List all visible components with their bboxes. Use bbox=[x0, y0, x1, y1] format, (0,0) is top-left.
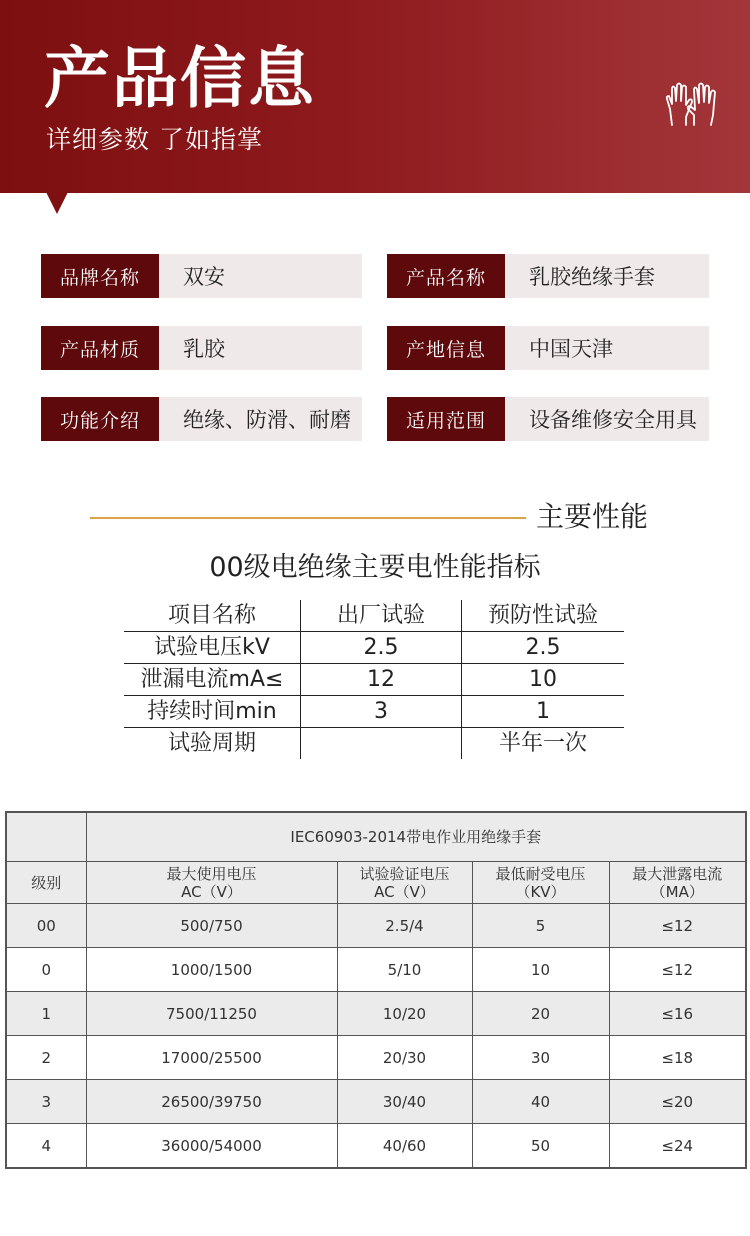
table-cell: 500/750 bbox=[86, 904, 337, 948]
header-banner bbox=[0, 0, 750, 193]
table-cell: 10 bbox=[462, 664, 625, 696]
table-cell: 4 bbox=[6, 1124, 86, 1169]
table-row bbox=[6, 992, 746, 1036]
header-line: 最大泄露电流 bbox=[632, 864, 723, 883]
table-cell: 30 bbox=[472, 1036, 609, 1080]
table-row bbox=[6, 1036, 746, 1080]
table-cell: 3 bbox=[301, 696, 462, 728]
info-value: 乳胶绝缘手套 bbox=[505, 254, 709, 298]
info-card-scope bbox=[387, 397, 709, 441]
info-label: 产品材质 bbox=[41, 326, 159, 370]
table-cell: 1000/1500 bbox=[86, 948, 337, 992]
table-row bbox=[124, 696, 624, 728]
table-header-cell: 出厂试验 bbox=[301, 600, 462, 632]
table-cell: 17000/25500 bbox=[86, 1036, 337, 1080]
table-cell: ≤12 bbox=[609, 904, 746, 948]
table-row bbox=[6, 904, 746, 948]
info-label: 产品名称 bbox=[387, 254, 505, 298]
table-cell: 40/60 bbox=[337, 1124, 472, 1169]
header-unit: （MA） bbox=[650, 882, 704, 901]
iec-table-title: IEC60903-2014带电作业用绝缘手套 bbox=[86, 812, 746, 862]
header-unit: AC（V） bbox=[181, 882, 242, 901]
table-row bbox=[6, 1080, 746, 1124]
table-cell: ≤18 bbox=[609, 1036, 746, 1080]
table-cell: 试验电压kV bbox=[124, 632, 301, 664]
info-card-product-name bbox=[387, 254, 709, 298]
info-label: 功能介绍 bbox=[41, 397, 159, 441]
table-cell: 2.5 bbox=[301, 632, 462, 664]
table-cell: 26500/39750 bbox=[86, 1080, 337, 1124]
col-header-max-voltage bbox=[86, 862, 337, 904]
table-cell: 20/30 bbox=[337, 1036, 472, 1080]
gloves-icon bbox=[664, 79, 720, 129]
header-line: 最大使用电压 bbox=[166, 864, 257, 883]
section-title: 主要性能 bbox=[536, 500, 649, 533]
col-header-level: 级别 bbox=[6, 862, 86, 904]
table-cell: 5 bbox=[472, 904, 609, 948]
table-cell: 10/20 bbox=[337, 992, 472, 1036]
table-cell: 40 bbox=[472, 1080, 609, 1124]
table-cell: 10 bbox=[472, 948, 609, 992]
table-cell: 试验周期 bbox=[124, 728, 301, 760]
table-row bbox=[6, 1124, 746, 1169]
table-cell: 30/40 bbox=[337, 1080, 472, 1124]
info-label: 适用范围 bbox=[387, 397, 505, 441]
info-value: 绝缘、防滑、耐磨 bbox=[159, 397, 362, 441]
page-title: 产品信息 bbox=[44, 40, 316, 117]
table-cell: 5/10 bbox=[337, 948, 472, 992]
header-unit: AC（V） bbox=[374, 882, 435, 901]
table-cell: 2.5/4 bbox=[337, 904, 472, 948]
header-line: 试验验证电压 bbox=[359, 864, 450, 883]
table-cell: 1 bbox=[462, 696, 625, 728]
table-title-row bbox=[6, 812, 746, 862]
info-card-function bbox=[41, 397, 362, 441]
info-value: 双安 bbox=[159, 254, 362, 298]
table-cell: 0 bbox=[6, 948, 86, 992]
table-row bbox=[6, 948, 746, 992]
table-header-row bbox=[6, 862, 746, 904]
header-line: 最低耐受电压 bbox=[495, 864, 586, 883]
col-header-test-voltage bbox=[337, 862, 472, 904]
info-value: 中国天津 bbox=[505, 326, 709, 370]
header-unit: （KV） bbox=[515, 882, 566, 901]
table-row bbox=[124, 664, 624, 696]
table-cell: 2 bbox=[6, 1036, 86, 1080]
info-card-material bbox=[41, 326, 362, 370]
info-card-brand bbox=[41, 254, 362, 298]
table-cell: 持续时间min bbox=[124, 696, 301, 728]
table-cell: 2.5 bbox=[462, 632, 625, 664]
table-row bbox=[124, 632, 624, 664]
page-subtitle: 详细参数 了如指掌 bbox=[46, 125, 263, 154]
info-label: 品牌名称 bbox=[41, 254, 159, 298]
spec-table bbox=[124, 600, 624, 759]
table-cell: 半年一次 bbox=[498, 731, 587, 756]
table-cell: 12 bbox=[301, 664, 462, 696]
table-cell bbox=[301, 728, 462, 760]
banner-notch bbox=[46, 192, 68, 214]
col-header-withstand bbox=[472, 862, 609, 904]
table-cell: 7500/11250 bbox=[86, 992, 337, 1036]
table-header-cell: 预防性试验 bbox=[462, 600, 625, 632]
table-header-row bbox=[124, 600, 624, 632]
table-cell: 泄漏电流mA≤ bbox=[124, 664, 301, 696]
table-cell: ≤20 bbox=[609, 1080, 746, 1124]
table-cell: 20 bbox=[472, 992, 609, 1036]
table-header-cell: 项目名称 bbox=[124, 600, 301, 632]
info-label: 产地信息 bbox=[387, 326, 505, 370]
info-value: 乳胶 bbox=[159, 326, 362, 370]
table-cell: 50 bbox=[472, 1124, 609, 1169]
table-cell: 1 bbox=[6, 992, 86, 1036]
table-cell: ≤12 bbox=[609, 948, 746, 992]
table-row bbox=[124, 728, 624, 760]
table-cell: ≤16 bbox=[609, 992, 746, 1036]
info-card-origin bbox=[387, 326, 709, 370]
table-cell: 3 bbox=[6, 1080, 86, 1124]
table-cell: 36000/54000 bbox=[86, 1124, 337, 1169]
table-corner-cell bbox=[6, 812, 86, 862]
table-cell: ≤24 bbox=[609, 1124, 746, 1169]
col-header-leakage bbox=[609, 862, 746, 904]
iec-standard-table bbox=[5, 811, 747, 1169]
section-divider-line bbox=[90, 517, 526, 519]
table-cell: 00 bbox=[6, 904, 86, 948]
info-value: 设备维修安全用具 bbox=[505, 397, 709, 441]
spec-table-title: 00级电绝缘主要电性能指标 bbox=[209, 552, 541, 583]
